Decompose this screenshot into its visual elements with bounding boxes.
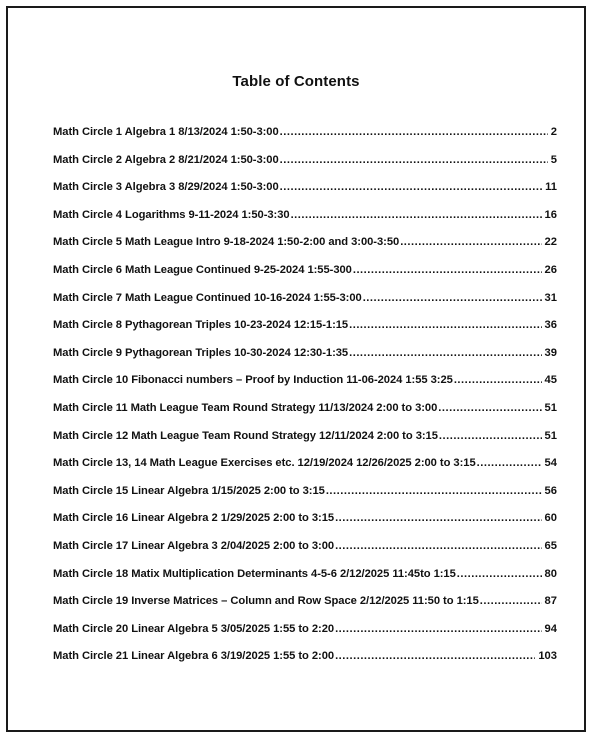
toc-dot-leader bbox=[280, 181, 543, 193]
toc-entry-page-number: 51 bbox=[544, 401, 557, 414]
toc-entry-page-number: 80 bbox=[544, 567, 557, 580]
toc-entry-page-number: 56 bbox=[544, 484, 557, 497]
toc-entry-page-number: 39 bbox=[544, 346, 557, 359]
toc-entry-page-number: 2 bbox=[550, 126, 557, 138]
toc-entry-page-number: 87 bbox=[544, 595, 557, 608]
toc-entry-label: Math Circle 10 Fibonacci numbers – Proof by Induction 11-06-2024 1:55 3:25 bbox=[53, 374, 453, 387]
toc-entry-label: Math Circle 20 Linear Algebra 5 3/05/2025 1:55 to 2:20 bbox=[53, 622, 335, 635]
toc-dot-leader bbox=[353, 264, 542, 276]
toc-entry-page-number: 60 bbox=[544, 512, 557, 525]
toc-entry[interactable] bbox=[53, 595, 557, 623]
toc-entry-label: Math Circle 13, 14 Math League Exercises etc. 12/19/2024 12/26/2025 2:00 to 3:15 bbox=[53, 457, 476, 470]
toc-entry-label: Math Circle 1 Algebra 1 8/13/2024 1:50-3:00 bbox=[53, 126, 279, 138]
toc-entry[interactable] bbox=[53, 264, 557, 292]
toc-entry-label: Math Circle 7 Math League Continued 10-16-2024 1:55-3:00 bbox=[53, 291, 362, 304]
toc-entry-label: Math Circle 6 Math League Continued 9-25-2024 1:55-300 bbox=[53, 263, 352, 276]
toc-entry[interactable] bbox=[53, 430, 557, 458]
toc-dot-leader bbox=[335, 623, 541, 635]
toc-entry[interactable] bbox=[53, 485, 557, 513]
toc-entry[interactable] bbox=[53, 402, 557, 430]
toc-entry[interactable] bbox=[53, 512, 557, 540]
toc-entry[interactable] bbox=[53, 292, 557, 320]
toc-entry-label: Math Circle 8 Pythagorean Triples 10-23-2024 12:15-1:15 bbox=[53, 319, 349, 332]
toc-entry[interactable] bbox=[53, 457, 557, 485]
toc-entry[interactable] bbox=[53, 623, 557, 651]
toc-entry-label: Math Circle 18 Matix Multiplication Determinants 4-5-6 2/12/2025 11:45to 1:15 bbox=[53, 567, 456, 580]
toc-dot-leader bbox=[280, 154, 548, 166]
toc-entry-label: Math Circle 3 Algebra 3 8/29/2024 1:50-3:00 bbox=[53, 181, 279, 194]
toc-dot-leader bbox=[335, 650, 535, 662]
toc-entry-page-number: 26 bbox=[544, 263, 557, 276]
toc-dot-leader bbox=[439, 430, 542, 442]
toc-entry-page-number: 11 bbox=[545, 181, 557, 194]
toc-dot-leader bbox=[457, 568, 542, 580]
toc-entry-label: Math Circle 5 Math League Intro 9-18-2024 1:50-2:00 and 3:00-3:50 bbox=[53, 236, 400, 249]
toc-title: Table of Contents bbox=[232, 73, 360, 90]
toc-entry-label: Math Circle 19 Inverse Matrices – Column and Row Space 2/12/2025 11:50 to 1:15 bbox=[53, 595, 479, 608]
toc-dot-leader bbox=[363, 292, 542, 304]
toc-entry-page-number: 51 bbox=[544, 429, 557, 442]
toc-entry[interactable] bbox=[53, 347, 557, 375]
toc-dot-leader bbox=[349, 319, 541, 331]
toc-entry-label: Math Circle 12 Math League Team Round Strategy 12/11/2024 2:00 to 3:15 bbox=[53, 429, 438, 442]
toc-dot-leader bbox=[280, 126, 548, 138]
toc-entry-page-number: 31 bbox=[544, 291, 557, 304]
toc-entry-page-number: 65 bbox=[544, 539, 557, 552]
toc-entry-page-number: 45 bbox=[544, 374, 557, 387]
toc-dot-leader bbox=[291, 209, 542, 221]
toc-entry-label: Math Circle 15 Linear Algebra 1/15/2025 2:00 to 3:15 bbox=[53, 484, 325, 497]
toc-entry-label: Math Circle 11 Math League Team Round Strategy 11/13/2024 2:00 to 3:00 bbox=[53, 401, 438, 414]
toc-entry[interactable] bbox=[53, 319, 557, 347]
toc-entry-label: Math Circle 9 Pythagorean Triples 10-30-2024 12:30-1:35 bbox=[53, 346, 349, 359]
toc-dot-leader bbox=[454, 374, 542, 386]
toc-entry[interactable] bbox=[53, 209, 557, 237]
toc-dot-leader bbox=[480, 595, 542, 607]
toc-entry-label: Math Circle 4 Logarithms 9-11-2024 1:50-3:30 bbox=[53, 208, 290, 221]
toc-entry[interactable] bbox=[53, 154, 557, 182]
toc-entry[interactable] bbox=[53, 181, 557, 209]
toc-entry[interactable] bbox=[53, 650, 557, 678]
toc-entry-page-number: 22 bbox=[544, 236, 557, 249]
toc-dot-leader bbox=[438, 402, 541, 414]
toc-entry[interactable] bbox=[53, 236, 557, 264]
toc-entry-page-number: 16 bbox=[544, 208, 557, 221]
toc-list bbox=[53, 126, 557, 678]
toc-entry-page-number: 94 bbox=[544, 622, 557, 635]
toc-dot-leader bbox=[477, 457, 542, 469]
toc-entry-page-number: 36 bbox=[544, 319, 557, 332]
toc-entry-label: Math Circle 17 Linear Algebra 3 2/04/2025 2:00 to 3:00 bbox=[53, 539, 335, 552]
toc-entry[interactable] bbox=[53, 374, 557, 402]
toc-entry-page-number: 5 bbox=[550, 153, 557, 166]
toc-entry-page-number: 54 bbox=[544, 457, 557, 470]
toc-dot-leader bbox=[400, 236, 541, 248]
toc-entry-page-number: 103 bbox=[538, 650, 557, 663]
toc-dot-leader bbox=[326, 485, 542, 497]
toc-entry[interactable] bbox=[53, 126, 557, 154]
toc-dot-leader bbox=[335, 540, 541, 552]
toc-dot-leader bbox=[335, 512, 541, 524]
toc-entry[interactable] bbox=[53, 540, 557, 568]
toc-entry[interactable] bbox=[53, 568, 557, 596]
toc-entry-label: Math Circle 2 Algebra 2 8/21/2024 1:50-3:00 bbox=[53, 153, 279, 166]
toc-entry-label: Math Circle 21 Linear Algebra 6 3/19/2025 1:55 to 2:00 bbox=[53, 650, 335, 663]
document-page bbox=[6, 6, 586, 732]
toc-dot-leader bbox=[349, 347, 541, 359]
toc-entry-label: Math Circle 16 Linear Algebra 2 1/29/2025 2:00 to 3:15 bbox=[53, 512, 335, 525]
